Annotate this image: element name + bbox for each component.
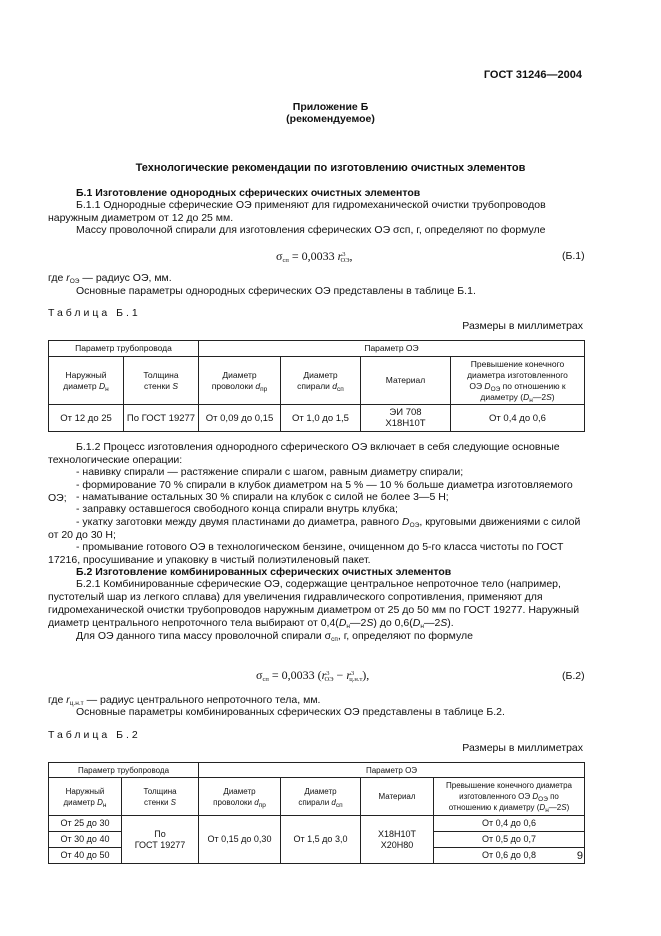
t1-cell-wall: По ГОСТ 19277 xyxy=(124,405,199,432)
t1-col-wall: Толщина стенки S xyxy=(124,357,199,405)
t2-cell-outer: От 40 до 50 xyxy=(49,848,122,864)
t2-cell-material: Х18Н10Т Х20Н80 xyxy=(361,816,434,864)
t1-col-outer: Наружный диаметр $D_н$ xyxy=(49,357,124,405)
t1-col-excess: Превышение конечного диаметра изготовленного ОЭ $D_{ОЭ}$ по отношению к диаметру $(D_н—2S)$ xyxy=(451,357,585,405)
table-b1-units: Размеры в миллиметрах xyxy=(462,320,583,332)
t2-cell-wall: По ГОСТ 19277 xyxy=(122,816,199,864)
table-b1 xyxy=(48,340,585,432)
formula-b1-number: (Б.1) xyxy=(562,250,585,262)
op-5: - укатку заготовки между двумя пластинами до диаметра, равного $D_{ОЭ}$, круговыми движениями с силой от 20 до 30 Н; xyxy=(48,516,581,541)
t2-cell-excess: От 0,5 до 0,7 xyxy=(434,832,585,848)
para-b21-mass: Для ОЭ данного типа массу проволочной спирали $\sigma_{сп}$, г, определяют по формуле xyxy=(76,630,473,643)
formula-b1: $\sigma_{сп} = 0,0033$ $r^3_{ОЭ}$, xyxy=(276,249,353,264)
t1-cell-spiral: От 1,0 до 1,5 xyxy=(281,405,361,432)
t2-cell-outer: От 25 до 30 xyxy=(49,816,122,832)
where-b1: где $r_{ОЭ}$ — радиус ОЭ, мм. xyxy=(48,272,172,285)
t2-col-spiral: Диаметр спирали $d_{сп}$ xyxy=(281,778,361,816)
t2-cell-spiral: От 1,5 до 3,0 xyxy=(281,816,361,864)
para-b21: Б.2.1 Комбинированные сферические ОЭ, содержащие центральное непроточное тело (например, пустотелый шар из легкого сплава) для увеличения гидравлического сопротивления, применяют для гидромеханической очистки трубопроводов наружным диаметром от 25 до 50 мм по ГОСТ 19277. Наружный диаметр центрального непроточного тела выбирают от $0,4(D_н—2S)$ до $0,6(D_н—2S)$. xyxy=(48,578,580,630)
op-6: - промывание готового ОЭ в технологическом бензине, очищенном до 5-го класса чистоты по ГОСТ 17216, просушивание и упаковку в чистый полиэтиленовый пакет. xyxy=(48,541,564,566)
t2-col-wall: Толщина стенки S xyxy=(122,778,199,816)
formula-b2-number: (Б.2) xyxy=(562,670,585,682)
section-b1-heading: Б.1 Изготовление однородных сферических очистных элементов xyxy=(76,187,421,199)
t2-group-oe: Параметр ОЭ xyxy=(199,763,585,778)
t2-col-excess: Превышение конечного диаметра изготовленного ОЭ $D_{ОЭ}$ по отношению к диаметру $(D_н—2S)$ xyxy=(434,778,585,816)
table-b2-label: Таблица Б.2 xyxy=(48,729,141,741)
t1-cell-excess: От 0,4 до 0,6 xyxy=(451,405,585,432)
appendix-title: Приложение Б xyxy=(292,101,369,113)
para-b12: Б.1.2 Процесс изготовления однородного сферического ОЭ включает в себя следующие основные технологические операции: xyxy=(48,441,560,466)
params-b1: Основные параметры однородных сферических ОЭ представлены в таблице Б.1. xyxy=(76,285,476,297)
op-3: - наматывание остальных 30 % спирали на клубок с силой не более 3—5 Н; xyxy=(76,491,449,503)
t2-col-wire: Диаметр проволоки $d_{пр}$ xyxy=(199,778,281,816)
t2-col-material: Материал xyxy=(361,778,434,816)
t2-cell-outer: От 30 до 40 xyxy=(49,832,122,848)
t2-col-outer: Наружный диаметр $D_н$ xyxy=(49,778,122,816)
t1-row xyxy=(49,405,585,432)
t2-group-pipe: Параметр трубопровода xyxy=(49,763,199,778)
para-b11-mass: Массу проволочной спирали для изготовления сферических ОЭ σсп, г, определяют по формуле xyxy=(76,224,546,236)
table-b2-units: Размеры в миллиметрах xyxy=(462,742,583,754)
t2-cell-excess: От 0,6 до 0,8 xyxy=(434,848,585,864)
table-b2 xyxy=(48,762,585,864)
op-1: - навивку спирали — растяжение спирали с шагом, равным диаметру спирали; xyxy=(76,466,464,478)
t2-cell-excess: От 0,4 до 0,6 xyxy=(434,816,585,832)
where-b2: где $r_{ц.н.т}$ — радиус центрального непроточного тела, мм. xyxy=(48,694,321,707)
params-b2: Основные параметры комбинированных сферических ОЭ представлены в таблице Б.2. xyxy=(76,706,505,718)
t1-cell-wire: От 0,09 до 0,15 xyxy=(199,405,281,432)
t1-cell-material: ЭИ 708 Х18Н10Т xyxy=(361,405,451,432)
op-4: - заправку оставшегося свободного конца спирали внутрь клубка; xyxy=(76,503,398,515)
section-b2-heading: Б.2 Изготовление комбинированных сферических очистных элементов xyxy=(76,566,452,578)
t1-group-oe: Параметр ОЭ xyxy=(199,341,585,357)
para-b11: Б.1.1 Однородные сферические ОЭ применяют для гидромеханической очистки трубопроводов наружным диаметром от 12 до 25 мм. xyxy=(48,199,546,224)
appendix-note: (рекомендуемое) xyxy=(286,113,375,125)
standard-number: ГОСТ 31246—2004 xyxy=(483,69,582,81)
t1-group-pipe: Параметр трубопровода xyxy=(49,341,199,357)
formula-b2: $\sigma_{сп} = 0,0033$ $(r^3_{ОЭ} - r^3_{ц.н.т})$, xyxy=(256,668,370,683)
t1-cell-outer: От 12 до 25 xyxy=(49,405,124,432)
table-b1-label: Таблица Б.1 xyxy=(48,307,141,319)
page-number: 9 xyxy=(576,850,583,862)
t1-col-wire: Диаметр проволоки $d_{пр}$ xyxy=(199,357,281,405)
t2-row xyxy=(49,816,585,832)
t2-cell-wire: От 0,15 до 0,30 xyxy=(199,816,281,864)
t1-col-spiral: Диаметр спирали $d_{сп}$ xyxy=(281,357,361,405)
main-title: Технологические рекомендации по изготовлению очистных элементов xyxy=(135,162,526,174)
t1-col-material: Материал xyxy=(361,357,451,405)
op-2: - формирование 70 % спирали в клубок диаметром на 5 % — 10 % больше диаметра изготовляемого ОЭ; xyxy=(48,479,573,504)
